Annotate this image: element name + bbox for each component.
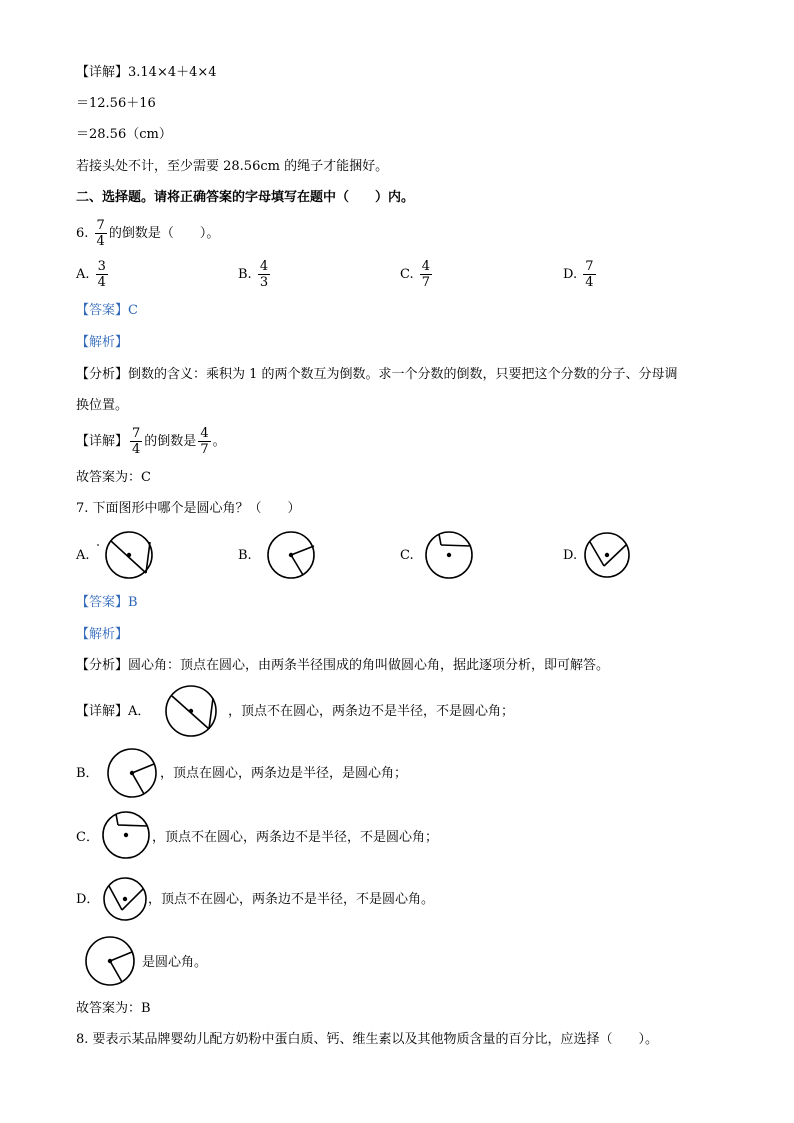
q7-option-b-letter[interactable]: B. (238, 548, 252, 563)
prev-conclusion: 若接头处不计，至少需要 28.56cm 的绳子才能捆好。 (76, 159, 389, 174)
q7-option-d-letter[interactable]: D. (563, 548, 578, 563)
q6-option-den: 3 (259, 275, 269, 290)
q6-detail-frac2-den: 7 (200, 442, 209, 457)
q7-detail-a-prefix: 【详解】A． (76, 704, 151, 719)
q7-detail-c-text: ，顶点不在圆心，两条边不是半径，不是圆心角； (152, 830, 439, 845)
q6-analysis-line2: 换位置。 (76, 398, 129, 413)
q6-stem-text: 的倒数是（ ）。 (108, 226, 220, 241)
q6-detail-prefix: 【详解】 (76, 434, 129, 449)
q7-analysis: 【分析】圆心角：顶点在圆心，由两条半径围成的角叫做圆心角，据此逐项分析，即可解答。 (76, 658, 610, 673)
q6-final: 故答案为：C (76, 470, 151, 485)
q7-detail-b-prefix: B． (76, 766, 99, 781)
q6-option-a[interactable] (76, 256, 110, 294)
q6-analysis-line1: 【分析】倒数的含义：乘积为 1 的两个数互为倒数。求一个分数的倒数，只要把这个分数的分子、分母调 (76, 367, 678, 382)
q7-answer: 【答案】B (76, 595, 138, 610)
q6-option-num: 3 (97, 259, 106, 274)
q7-detail-e-figure (84, 936, 140, 988)
q7-detail-c-figure (102, 810, 156, 862)
prev-detail-line2: ＝12.56＋16 (76, 96, 156, 111)
prev-detail-line1: 【详解】3.14×4＋4×4 (76, 65, 217, 80)
q6-option-fraction (420, 259, 432, 290)
q6-option-num: 4 (259, 259, 269, 274)
q7-detail-d-prefix: D． (76, 892, 100, 907)
q6-option-fraction (96, 259, 108, 290)
q6-detail-end: 。 (212, 434, 226, 449)
q6-stem (76, 215, 219, 253)
q6-detail-frac2 (198, 426, 210, 457)
q6-option-num: 4 (421, 259, 431, 274)
q6-option-den: 7 (421, 275, 431, 290)
q6-detail-frac1-den: 4 (132, 442, 141, 457)
q6-option-fraction (258, 259, 270, 290)
q6-detail-mid: 的倒数是 (144, 434, 197, 449)
q6-detail-frac1-num: 7 (132, 426, 141, 441)
q7-detail-a-figure (163, 684, 223, 738)
q6-fraction (95, 218, 107, 249)
q7-stem: 7. 下面图形中哪个是圆心角？（ ） (76, 501, 301, 516)
q6-option-c[interactable] (400, 256, 434, 294)
q7-detail-d-text: ，顶点不在圆心，两条边不是半径，不是圆心角。 (148, 892, 435, 907)
q6-option-den: 4 (97, 275, 106, 290)
q6-option-den: 4 (585, 275, 594, 290)
q7-detail-d-figure (103, 876, 153, 924)
q6-option-num: 7 (585, 259, 594, 274)
q8-stem: 8. 要表示某品牌婴幼儿配方奶粉中蛋白质、钙、维生素以及其他物质含量的百分比，应选择（ ）。 (76, 1032, 659, 1047)
q6-option-letter: D. (563, 267, 578, 282)
q6-detail-frac1 (130, 426, 142, 457)
q6-option-letter: C. (400, 267, 414, 282)
q6-frac-num: 7 (96, 218, 105, 233)
q7-option-b-figure (266, 530, 320, 582)
q7-option-a-figure (98, 530, 162, 582)
q6-option-fraction (583, 259, 595, 290)
q7-option-a-letter[interactable]: A. (76, 548, 90, 563)
q6-option-letter: B. (238, 267, 252, 282)
q6-detail-frac2-num: 4 (200, 426, 209, 441)
q6-detail (76, 423, 226, 461)
q6-option-letter: A. (76, 267, 90, 282)
q7-analysis-label: 【解析】 (76, 627, 129, 642)
prev-detail-line3: ＝28.56（cm） (76, 127, 172, 142)
section-heading: 二、选择题。请将正确答案的字母填写在题中（ ）内。 (76, 190, 415, 205)
q6-answer: 【答案】C (76, 303, 138, 318)
q6-option-b[interactable] (238, 256, 272, 294)
q6-analysis-label: 【解析】 (76, 335, 129, 350)
q7-detail-a-text: ，顶点不在圆心，两条边不是半径，不是圆心角； (228, 704, 515, 719)
q7-option-c-figure (425, 530, 479, 582)
q7-detail-c-prefix: C． (76, 830, 99, 845)
q6-frac-den: 4 (96, 234, 105, 249)
q7-option-d-figure (585, 530, 639, 582)
q6-option-d[interactable] (563, 256, 598, 294)
q7-detail-b-text: ，顶点在圆心，两条边是半径，是圆心角； (160, 766, 408, 781)
q6-number: 6. (76, 226, 89, 241)
q7-option-c-letter[interactable]: C. (400, 548, 414, 563)
q7-detail-b-figure (106, 748, 160, 800)
q7-detail-e-text: 是圆心角。 (142, 955, 208, 970)
q7-final: 故答案为：B (76, 1001, 151, 1016)
